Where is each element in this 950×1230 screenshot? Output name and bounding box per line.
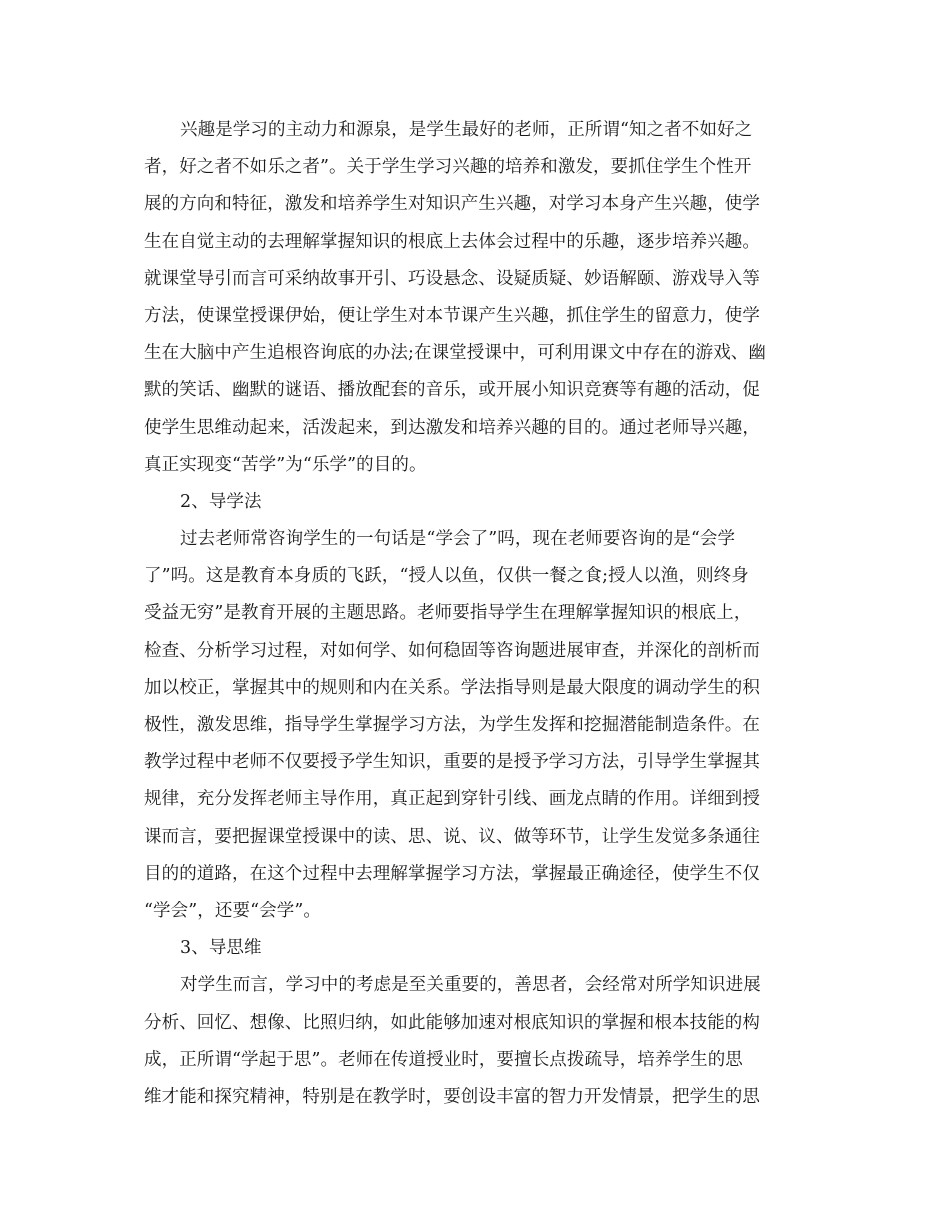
text-line: “学会”，还要“会学”。 (144, 900, 321, 921)
text-line: 加以校正，掌握其中的规则和内在关系。学法指导则是最大限度的调动学生的积 (144, 677, 760, 698)
text-line: 默的笑话、幽默的谜语、播放配套的音乐，或开展小知识竞赛等有趣的活动，促 (144, 380, 760, 401)
text-line: 受益无穷”是教育开展的主题思路。老师要指导学生在理解掌握知识的根底上， (144, 603, 752, 624)
text-line: 2、导学法 (180, 491, 262, 512)
text-line: 者，好之者不如乐之者”。关于学生学习兴趣的培养和激发，要抓住学生个性开 (144, 157, 752, 178)
text-line: 课而言，要把握课堂授课中的读、思、说、议、做等环节，让学生发觉多条通往 (144, 826, 760, 847)
text-line: 分析、回忆、想像、比照归纳，如此能够加速对根底知识的掌握和根本技能的构 (144, 1012, 760, 1033)
text-line: 目的的道路，在这个过程中去理解掌握学习方法，掌握最正确途径，使学生不仅 (144, 863, 760, 884)
text-line: 了”吗。这是教育本身质的飞跃，“授人以鱼，仅供一餐之食;授人以渔，则终身 (144, 566, 749, 587)
document-body (144, 112, 806, 1116)
text-line: 检查、分析学习过程，对如何学、如何稳固等咨询题进展审查，并深化的剖析而 (144, 640, 760, 661)
text-line: 极性，激发思维，指导学生掌握学习方法，为学生发挥和挖掘潜能制造条件。在 (144, 715, 760, 735)
text-line: 3、导思维 (180, 938, 262, 959)
text-line: 对学生而言，学习中的考虑是至关重要的，善思者，会经常对所学知识进展 (180, 975, 761, 996)
text-line: 使学生思维动起来，活泼起来，到达激发和培养兴趣的目的。通过老师导兴趣， (144, 417, 760, 438)
text-line: 真正实现变“苦学”为“乐学”的目的。 (144, 454, 427, 475)
text-line: 维才能和探究精神，特别是在教学时，要创设丰富的智力开发情景，把学生的思 (144, 1086, 760, 1107)
text-line: 生在自觉主动的去理解掌握知识的根底上去体会过程中的乐趣，逐步培养兴趣。 (144, 231, 760, 252)
text-line: 成，正所谓“学起于思”。老师在传道授业时，要擅长点拨疏导，培养学生的思 (144, 1049, 743, 1070)
text-line: 兴趣是学习的主动力和源泉，是学生最好的老师，正所谓“知之者不如好之 (180, 120, 753, 140)
text-line: 方法，使课堂授课伊始，便让学生对本节课产生兴趣，抓住学生的留意力，使学 (144, 305, 760, 326)
text-line: 过去老师常咨询学生的一句话是“学会了”吗，现在老师要咨询的是“会学 (180, 529, 736, 550)
text-line: 展的方向和特征，激发和培养学生对知识产生兴趣，对学习本身产生兴趣，使学 (144, 194, 760, 215)
text-line: 教学过程中老师不仅要授予学生知识，重要的是授予学习方法，引导学生掌握其 (144, 752, 760, 773)
text-line: 就课堂导引而言可采纳故事开引、巧设悬念、设疑质疑、妙语解颐、游戏导入等 (144, 268, 760, 289)
text-line: 规律，充分发挥老师主导作用，真正起到穿针引线、画龙点睛的作用。详细到授 (144, 789, 760, 810)
text-line: 生在大脑中产生追根咨询底的办法;在课堂授课中，可利用课文中存在的游戏、幽 (144, 343, 766, 364)
